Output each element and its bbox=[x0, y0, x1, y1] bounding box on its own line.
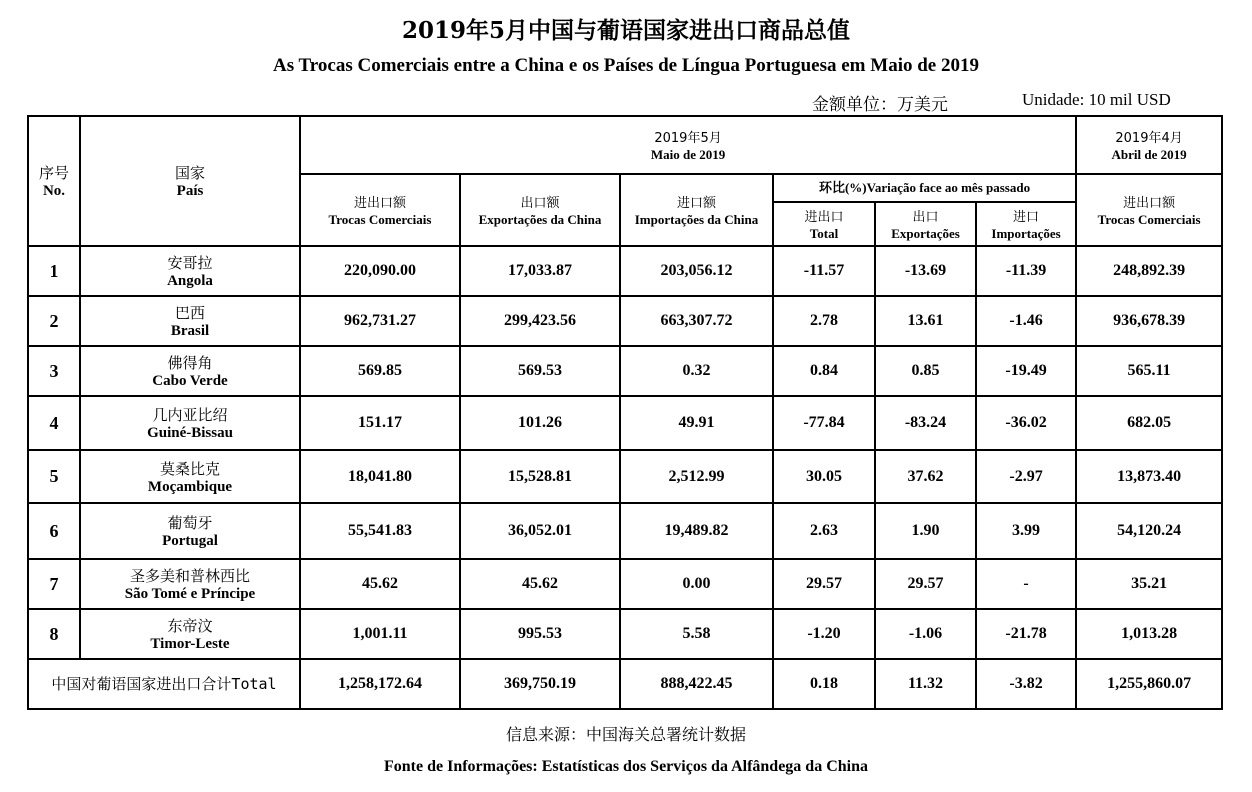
cell-mom-export: 0.85 bbox=[875, 346, 976, 396]
row-number: 6 bbox=[28, 503, 80, 559]
row-number: 1 bbox=[28, 246, 80, 296]
cell-export: 17,033.87 bbox=[460, 246, 620, 296]
page-title-portuguese: As Trocas Comerciais entre a China e os Países de Língua Portuguesa em Maio de 2019 bbox=[273, 55, 979, 76]
cell-apr: 936,678.39 bbox=[1076, 296, 1222, 346]
cell-export: 15,528.81 bbox=[460, 450, 620, 503]
total-mom-export: 11.32 bbox=[875, 659, 976, 709]
table-body bbox=[28, 246, 1222, 659]
cell-import: 0.00 bbox=[620, 559, 773, 609]
cell-mom-import: 3.99 bbox=[976, 503, 1076, 559]
cell-export: 299,423.56 bbox=[460, 296, 620, 346]
cell-mom-total: 2.63 bbox=[773, 503, 875, 559]
cell-country bbox=[80, 450, 300, 503]
cell-mom-export: 13.61 bbox=[875, 296, 976, 346]
country-name-portuguese: Cabo Verde bbox=[152, 373, 228, 389]
cell-trade: 220,090.00 bbox=[300, 246, 460, 296]
cell-trade: 1,001.11 bbox=[300, 609, 460, 659]
trade-table bbox=[27, 115, 1223, 710]
total-export: 369,750.19 bbox=[460, 659, 620, 709]
cell-mom-import: -11.39 bbox=[976, 246, 1076, 296]
header-mom-import: 进口 Importações bbox=[991, 210, 1061, 241]
cell-mom-import: -36.02 bbox=[976, 396, 1076, 450]
table-row bbox=[28, 559, 1222, 609]
cell-trade: 962,731.27 bbox=[300, 296, 460, 346]
cell-mom-export: -83.24 bbox=[875, 396, 976, 450]
cell-apr: 1,013.28 bbox=[1076, 609, 1222, 659]
table-row bbox=[28, 503, 1222, 559]
source-note-portuguese: Fonte de Informações: Estatísticas dos Serviços da Alfândega da China bbox=[383, 758, 868, 775]
cell-trade: 151.17 bbox=[300, 396, 460, 450]
cell-trade: 55,541.83 bbox=[300, 503, 460, 559]
cell-export: 569.53 bbox=[460, 346, 620, 396]
table-row bbox=[28, 450, 1222, 503]
country-name-portuguese: Moçambique bbox=[147, 478, 233, 495]
header-may-2019: 2019年5月 Maio de 2019 bbox=[300, 116, 1076, 174]
country-name-chinese: 安哥拉 bbox=[167, 254, 213, 272]
cell-country bbox=[80, 396, 300, 450]
cell-mom-total: -11.57 bbox=[773, 246, 875, 296]
total-label: 中国对葡语国家进出口合计Total bbox=[28, 659, 300, 709]
cell-export: 45.62 bbox=[460, 559, 620, 609]
cell-mom-total: 0.84 bbox=[773, 346, 875, 396]
header-mom-total: 进出口 Total bbox=[774, 203, 876, 245]
header-import: 进口额 Importações da China bbox=[620, 174, 773, 246]
cell-import: 663,307.72 bbox=[620, 296, 773, 346]
total-trade: 1,258,172.64 bbox=[300, 659, 460, 709]
cell-mom-export: 1.90 bbox=[875, 503, 976, 559]
cell-trade: 18,041.80 bbox=[300, 450, 460, 503]
header-trade: 进出口额 Trocas Comerciais bbox=[300, 174, 460, 246]
cell-apr: 35.21 bbox=[1076, 559, 1222, 609]
cell-mom-import: -2.97 bbox=[976, 450, 1076, 503]
table-row bbox=[28, 296, 1222, 346]
country-name-portuguese: Timor-Leste bbox=[150, 636, 230, 652]
country-name-portuguese: Guiné-Bissau bbox=[147, 425, 233, 441]
cell-mom-total: 2.78 bbox=[773, 296, 875, 346]
country-name-portuguese: Portugal bbox=[162, 533, 218, 549]
total-import: 888,422.45 bbox=[620, 659, 773, 709]
cell-mom-export: -13.69 bbox=[875, 246, 976, 296]
table-row bbox=[28, 609, 1222, 659]
total-row bbox=[28, 659, 1222, 709]
cell-import: 203,056.12 bbox=[620, 246, 773, 296]
cell-apr: 682.05 bbox=[1076, 396, 1222, 450]
cell-import: 5.58 bbox=[620, 609, 773, 659]
country-name-chinese: 佛得角 bbox=[167, 354, 213, 372]
row-number: 8 bbox=[28, 609, 80, 659]
cell-trade: 45.62 bbox=[300, 559, 460, 609]
header-country: 国家 País bbox=[80, 116, 300, 246]
cell-apr: 565.11 bbox=[1076, 346, 1222, 396]
cell-apr: 54,120.24 bbox=[1076, 503, 1222, 559]
country-name-chinese: 莫桑比克 bbox=[159, 459, 220, 478]
total-mom-import: -3.82 bbox=[976, 659, 1076, 709]
cell-mom-total: -1.20 bbox=[773, 609, 875, 659]
cell-mom-import: -1.46 bbox=[976, 296, 1076, 346]
row-number: 3 bbox=[28, 346, 80, 396]
cell-import: 49.91 bbox=[620, 396, 773, 450]
header-mom: 环比(%)Variação face ao mês passado bbox=[774, 175, 1075, 203]
cell-mom-export: 29.57 bbox=[875, 559, 976, 609]
country-name-chinese: 葡萄牙 bbox=[167, 514, 213, 532]
cell-export: 101.26 bbox=[460, 396, 620, 450]
country-name-chinese: 几内亚比绍 bbox=[152, 406, 228, 424]
header-apr-trade: 进出口额 Trocas Comerciais bbox=[1076, 174, 1222, 246]
cell-mom-total: 30.05 bbox=[773, 450, 875, 503]
cell-country bbox=[80, 609, 300, 659]
header-no: 序号 No. bbox=[28, 116, 80, 246]
header-export: 出口额 Exportações da China bbox=[460, 174, 620, 246]
country-name-portuguese: Angola bbox=[167, 273, 213, 289]
source-note-chinese: 信息来源：中国海关总署统计数据 bbox=[505, 725, 746, 744]
cell-mom-total: -77.84 bbox=[773, 396, 875, 450]
country-name-portuguese: São Tomé e Príncipe bbox=[124, 586, 256, 602]
cell-country bbox=[80, 246, 300, 296]
cell-mom-import: -21.78 bbox=[976, 609, 1076, 659]
row-number: 7 bbox=[28, 559, 80, 609]
cell-mom-import: - bbox=[976, 559, 1076, 609]
row-number: 4 bbox=[28, 396, 80, 450]
header-apr-2019: 2019年4月 Abril de 2019 bbox=[1076, 116, 1222, 174]
page-title-chinese: 2019年5月中国与葡语国家进出口商品总值 bbox=[401, 17, 851, 44]
country-name-chinese: 巴西 bbox=[174, 304, 205, 322]
total-mom-total: 0.18 bbox=[773, 659, 875, 709]
cell-import: 0.32 bbox=[620, 346, 773, 396]
header-mom-export: 出口 Exportações bbox=[876, 203, 977, 245]
table-row bbox=[28, 246, 1222, 296]
country-name-chinese: 圣多美和普林西比 bbox=[129, 567, 250, 585]
cell-country bbox=[80, 296, 300, 346]
cell-import: 19,489.82 bbox=[620, 503, 773, 559]
cell-mom-total: 29.57 bbox=[773, 559, 875, 609]
unit-label-chinese: 金额单位：万美元 bbox=[812, 95, 948, 115]
cell-apr: 248,892.39 bbox=[1076, 246, 1222, 296]
cell-export: 36,052.01 bbox=[460, 503, 620, 559]
total-apr: 1,255,860.07 bbox=[1076, 659, 1222, 709]
country-name-portuguese: Brasil bbox=[170, 323, 210, 339]
table-row bbox=[28, 396, 1222, 450]
unit-label-portuguese: Unidade: 10 mil USD bbox=[1022, 90, 1171, 109]
row-number: 5 bbox=[28, 450, 80, 503]
cell-import: 2,512.99 bbox=[620, 450, 773, 503]
cell-mom-import: -19.49 bbox=[976, 346, 1076, 396]
table-row bbox=[28, 346, 1222, 396]
cell-mom-export: 37.62 bbox=[875, 450, 976, 503]
cell-country bbox=[80, 503, 300, 559]
country-name-chinese: 东帝汶 bbox=[167, 617, 213, 635]
cell-apr: 13,873.40 bbox=[1076, 450, 1222, 503]
cell-country bbox=[80, 346, 300, 396]
row-number: 2 bbox=[28, 296, 80, 346]
cell-trade: 569.85 bbox=[300, 346, 460, 396]
cell-export: 995.53 bbox=[460, 609, 620, 659]
cell-country bbox=[80, 559, 300, 609]
cell-mom-export: -1.06 bbox=[875, 609, 976, 659]
header-mom-group bbox=[773, 174, 1076, 246]
